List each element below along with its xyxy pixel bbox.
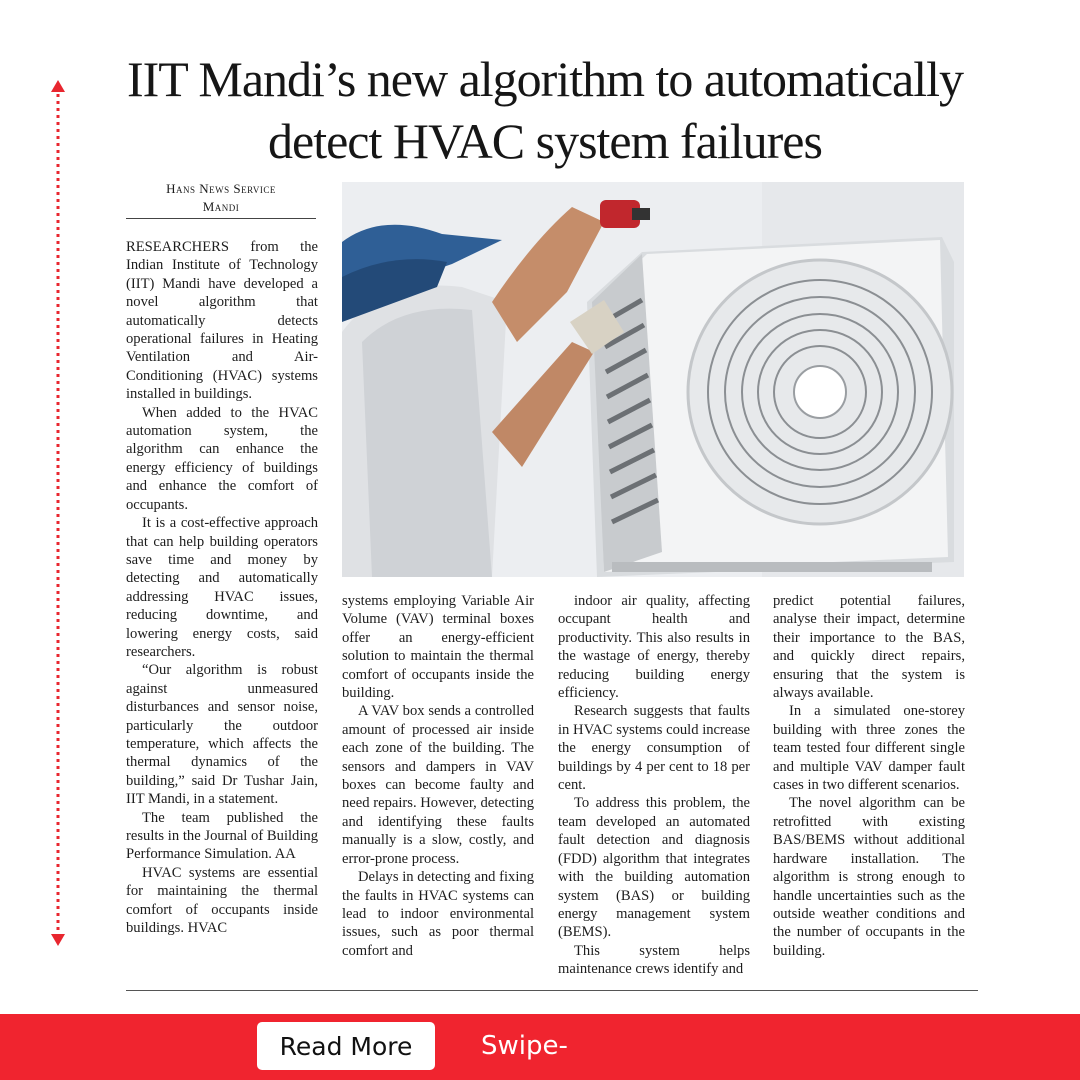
paragraph: “Our algorithm is robust against unmeasured disturbances and sensor noise, particularly the outdoor temperature, which affects the thermal dynamics of the building,” said Dr Tushar Jain, IIT Mandi, in a statement.: [126, 662, 318, 808]
byline-agency: Hans News Service: [166, 181, 276, 196]
paragraph: The novel algorithm can be retrofitted with existing BAS/BEMS without additional hardware installation. The algorithm is strong enough to handle uncertainties such as the outside weather conditions and the number of occupants in the building.: [773, 795, 965, 959]
paragraph: It is a cost-effective approach that can help building operators save time and money by detecting and automatically addressing HVAC issues, reducing downtime, and lowering energy costs, said researchers.: [126, 515, 318, 660]
ac-repair-illustration: [342, 182, 964, 577]
vertical-double-arrow-icon: [50, 80, 66, 946]
byline-location: Mandi: [202, 199, 240, 214]
paragraph: predict potential failures, analyse their impact, determine their importance to the BAS, and quickly direct repairs, ensuring that the system is always available.: [773, 593, 965, 702]
paragraph: The team published the results in the Journal of Building Performance Simulation. AA: [126, 809, 318, 863]
paragraph: When added to the HVAC automation system, the algorithm can enhance the energy efficiency of buildings and enhance the comfort of occupants.: [126, 404, 318, 513]
paragraph: Research suggests that faults in HVAC systems could increase the energy consumption of buildings by 4 per cent to 18 per cent.: [558, 703, 750, 794]
paragraph: Delays in detecting and fixing the faults in HVAC systems can lead to indoor environmental issues, such as poor thermal comfort and: [342, 869, 534, 959]
headline: IIT Mandi’s new algorithm to automatically detect HVAC system failures: [126, 51, 964, 169]
byline: [126, 180, 316, 219]
paragraph: To address this problem, the team developed an automated fault detection and diagnosis (FDD) algorithm that integrates with the building automation system (BAS) or building energy management system (BEMS).: [558, 795, 750, 941]
swipe-hint[interactable]: Swipe-: [481, 1031, 568, 1061]
article-column-3: [558, 592, 750, 984]
paragraph: systems employing Variable Air Volume (VAV) terminal boxes offer an energy-efficient solution to maintain the thermal comfort of occupants inside the building.: [342, 593, 534, 702]
paragraph: In a simulated one-storey building with three zones the team tested four different single and multiple VAV damper fault cases in two different scenarios.: [773, 703, 965, 794]
paragraph: RESEARCHERS from the Indian Institute of Technology (IIT) Mandi have developed a novel algorithm that automatically detects operational failures in Heating Ventilation and Air-Conditioning (HVAC) systems installed in buildings.: [126, 239, 318, 403]
article-column-1: [126, 238, 318, 983]
read-more-button[interactable]: Read More: [257, 1022, 435, 1070]
ac-unit-icon: [587, 237, 954, 577]
paragraph: indoor air quality, affecting occupant health and productivity. This also results in the wastage of energy, thereby reducing building energy efficiency.: [558, 593, 750, 702]
article-column-4: [773, 592, 965, 984]
paragraph: This system helps maintenance crews identify and: [558, 942, 750, 978]
article-photo: [342, 182, 964, 577]
article-column-2: [342, 592, 534, 984]
bottom-rule: [126, 990, 978, 991]
footer-bar: [0, 1014, 1080, 1080]
paragraph: HVAC systems are essential for maintaining the thermal comfort of occupants inside buildings. HVAC: [126, 864, 318, 937]
paragraph: A VAV box sends a controlled amount of processed air inside each zone of the building. The sensors and dampers in VAV boxes can become faulty and need repairs. However, detecting and identifying these faults manually is a slow, costly, and error-prone process.: [342, 703, 534, 867]
